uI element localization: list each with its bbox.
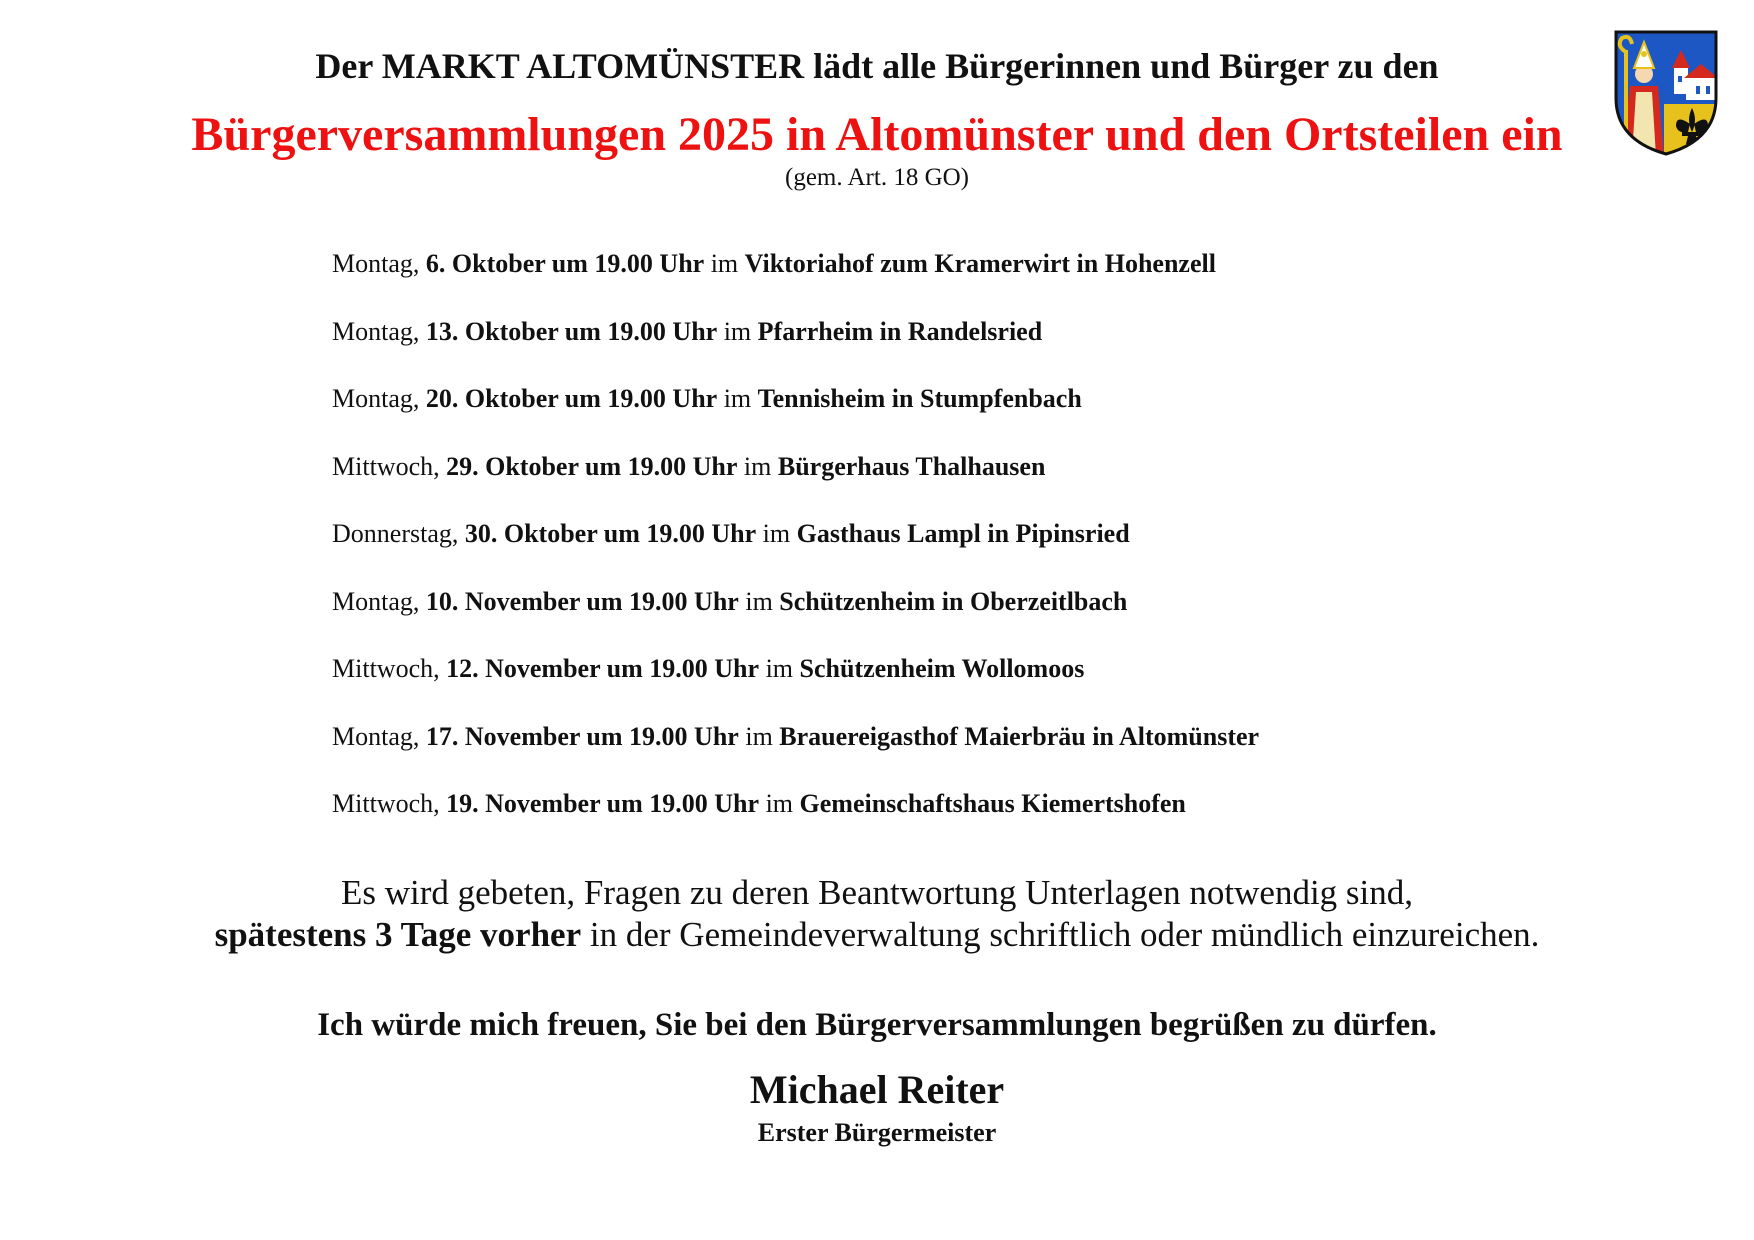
meeting-connector: im xyxy=(743,451,772,481)
meeting-venue: Pfarrheim in Randelsried xyxy=(757,316,1043,346)
meeting-datetime: 19. November um 19.00 Uhr xyxy=(446,789,760,818)
meeting-venue: Schützenheim Wollomoos xyxy=(799,654,1085,683)
request-line-2-text: in der Gemeindeverwaltung schriftlich oder mündlich einzureichen. xyxy=(589,915,1540,954)
meeting-item xyxy=(332,516,1259,584)
meeting-weekday: Donnerstag, xyxy=(332,519,459,548)
meeting-connector: im xyxy=(762,519,791,548)
meeting-datetime: 30. Oktober um 19.00 Uhr xyxy=(464,519,757,548)
meeting-connector: im xyxy=(723,316,752,346)
request-line-2 xyxy=(0,914,1754,956)
meeting-weekday: Montag, xyxy=(332,316,420,346)
meeting-weekday: Montag, xyxy=(332,586,420,616)
meeting-connector: im xyxy=(745,586,773,616)
meeting-venue: Gasthaus Lampl in Pipinsried xyxy=(796,519,1130,548)
meeting-datetime: 29. Oktober um 19.00 Uhr xyxy=(446,451,738,481)
meeting-datetime: 20. Oktober um 19.00 Uhr xyxy=(425,384,718,413)
meeting-item xyxy=(332,719,1259,787)
closing-statement: Ich würde mich freuen, Sie bei den Bürgerversammlungen begrüßen zu dürfen. xyxy=(317,1007,1437,1043)
invitation-intro: Der MARKT ALTOMÜNSTER lädt alle Bürgerinnen und Bürger zu den xyxy=(315,46,1439,86)
signer-name: Michael Reiter xyxy=(749,1067,1005,1112)
page-title: Bürgerversammlungen 2025 in Altomünster und den Ortsteilen ein xyxy=(191,108,1563,161)
meeting-venue: Tennisheim in Stumpfenbach xyxy=(757,384,1082,413)
legal-reference: (gem. Art. 18 GO) xyxy=(785,164,969,191)
meeting-list xyxy=(332,246,1259,854)
meeting-item xyxy=(332,651,1259,719)
meeting-item xyxy=(332,314,1259,382)
meeting-connector: im xyxy=(765,654,794,683)
meeting-item xyxy=(332,246,1259,314)
meeting-datetime: 13. Oktober um 19.00 Uhr xyxy=(425,316,718,346)
meeting-connector: im xyxy=(723,384,752,413)
meeting-venue: Viktoriahof zum Kramerwirt in Hohenzell xyxy=(744,249,1216,278)
submission-request xyxy=(0,872,1754,956)
meeting-item xyxy=(332,786,1259,854)
meeting-weekday: Montag, xyxy=(332,249,420,278)
meeting-venue: Brauereigasthof Maierbräu in Altomünster xyxy=(779,721,1260,751)
meeting-weekday: Mittwoch, xyxy=(332,789,440,818)
meeting-item xyxy=(332,449,1259,517)
meeting-datetime: 12. November um 19.00 Uhr xyxy=(446,654,760,683)
meeting-item xyxy=(332,381,1259,449)
coat-of-arms-icon xyxy=(1612,28,1720,158)
meeting-datetime: 17. November um 19.00 Uhr xyxy=(425,721,739,751)
request-line-1: Es wird gebeten, Fragen zu deren Beantwortung Unterlagen notwendig sind, xyxy=(340,873,1414,912)
meeting-venue: Bürgerhaus Thalhausen xyxy=(777,451,1046,481)
meeting-weekday: Mittwoch, xyxy=(332,451,440,481)
meeting-connector: im xyxy=(710,249,739,278)
meeting-weekday: Montag, xyxy=(332,721,420,751)
meeting-venue: Schützenheim in Oberzeitlbach xyxy=(779,586,1128,616)
meeting-item xyxy=(332,584,1259,652)
meeting-datetime: 10. November um 19.00 Uhr xyxy=(425,586,739,616)
meeting-weekday: Mittwoch, xyxy=(332,654,440,683)
meeting-venue: Gemeinschaftshaus Kiemertshofen xyxy=(799,789,1186,818)
meeting-datetime: 6. Oktober um 19.00 Uhr xyxy=(425,249,705,278)
signer-title: Erster Bürgermeister xyxy=(757,1118,997,1147)
meeting-weekday: Montag, xyxy=(332,384,420,413)
request-deadline: spätestens 3 Tage vorher xyxy=(214,915,582,954)
meeting-connector: im xyxy=(765,789,794,818)
meeting-connector: im xyxy=(745,721,773,751)
